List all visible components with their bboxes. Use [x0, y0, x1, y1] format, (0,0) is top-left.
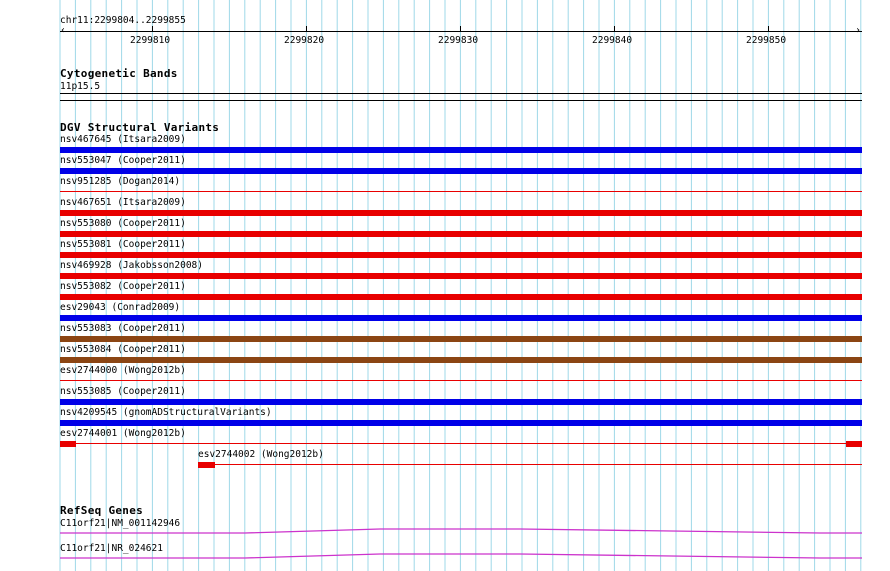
variant-bar[interactable] [60, 399, 862, 405]
variant-label[interactable]: esv2744001 (Wong2012b) [60, 428, 186, 439]
variant-label[interactable]: nsv553081 (Cooper2011) [60, 239, 186, 250]
variant-label[interactable]: esv2744002 (Wong2012b) [198, 449, 324, 460]
variant-line[interactable] [60, 191, 862, 192]
variant-label[interactable]: nsv4209545 (gnomADStructuralVariants) [60, 407, 272, 418]
cytoband-track-top [60, 93, 862, 94]
refseq-track-title: RefSeq Genes [60, 504, 144, 517]
ruler-tick-label: 2299830 [438, 35, 479, 46]
variant-label[interactable]: nsv467651 (Itsara2009) [60, 197, 186, 208]
variant-block[interactable] [198, 462, 215, 468]
variant-label[interactable]: nsv553083 (Cooper2011) [60, 323, 186, 334]
variant-label[interactable]: esv29043 (Conrad2009) [60, 302, 181, 313]
variant-line[interactable] [60, 380, 862, 381]
variant-label[interactable]: nsv553082 (Cooper2011) [60, 281, 186, 292]
ruler-tick-label: 2299820 [284, 35, 325, 46]
cytoband-title: Cytogenetic Bands [60, 67, 178, 80]
variant-bar[interactable] [60, 315, 862, 321]
variant-bar[interactable] [60, 252, 862, 258]
ruler-location: chr11:2299804..2299855 [60, 15, 186, 26]
variant-block[interactable] [60, 441, 76, 447]
gene-label[interactable]: C11orf21|NR_024621 [60, 543, 163, 554]
variant-bar[interactable] [60, 231, 862, 237]
ruler-right-arrow-icon: › [855, 25, 862, 36]
variant-bar[interactable] [60, 336, 862, 342]
variant-line[interactable] [198, 464, 862, 465]
variant-label[interactable]: nsv553085 (Cooper2011) [60, 386, 186, 397]
variant-line[interactable] [60, 443, 862, 444]
gene-label[interactable]: C11orf21|NM_001142946 [60, 518, 181, 529]
variant-label[interactable]: nsv469928 (Jakobsson2008) [60, 260, 203, 271]
variant-bar[interactable] [60, 294, 862, 300]
ruler-tick-mark [614, 26, 615, 32]
ruler-tick-label: 2299850 [746, 35, 787, 46]
variant-bar[interactable] [60, 357, 862, 363]
variant-bar[interactable] [60, 210, 862, 216]
cytoband-label: 11p15.5 [60, 81, 101, 92]
variant-label[interactable]: nsv553080 (Cooper2011) [60, 218, 186, 229]
variant-bar[interactable] [60, 273, 862, 279]
ruler-tick-label: 2299840 [592, 35, 633, 46]
ruler-left-arrow-icon: ‹ [60, 25, 67, 36]
ruler-tick-mark [460, 26, 461, 32]
ruler-tick-mark [152, 26, 153, 32]
ruler-tick-mark [768, 26, 769, 32]
variant-block[interactable] [846, 441, 862, 447]
variant-label[interactable]: nsv553047 (Cooper2011) [60, 155, 186, 166]
variant-label[interactable]: nsv951285 (Dogan2014) [60, 176, 181, 187]
variant-label[interactable]: esv2744000 (Wong2012b) [60, 365, 186, 376]
cytoband-track-bottom [60, 100, 862, 101]
variant-label[interactable]: nsv553084 (Cooper2011) [60, 344, 186, 355]
dgv-track-title: DGV Structural Variants [60, 121, 220, 134]
variant-bar[interactable] [60, 168, 862, 174]
variant-label[interactable]: nsv467645 (Itsara2009) [60, 134, 186, 145]
ruler-axis [60, 31, 862, 32]
variant-bar[interactable] [60, 420, 862, 426]
variant-bar[interactable] [60, 147, 862, 153]
ruler-tick-label: 2299810 [130, 35, 171, 46]
ruler-tick-mark [306, 26, 307, 32]
